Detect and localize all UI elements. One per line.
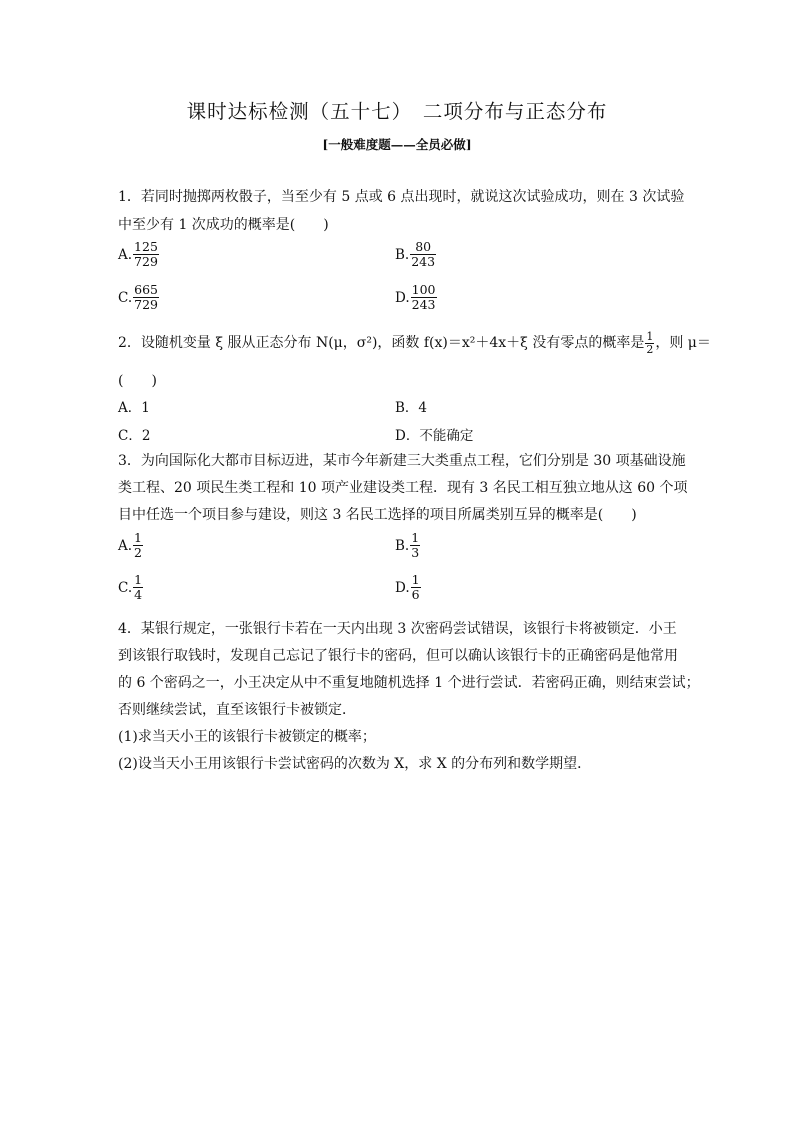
fraction xyxy=(133,240,159,270)
numerator: 100 xyxy=(411,282,436,297)
q3-option-d xyxy=(395,573,421,603)
q1-option-b xyxy=(395,240,436,270)
q4-part-1: (1)求当天小王的该银行卡被锁定的概率； xyxy=(118,729,376,745)
q1-option-c xyxy=(118,283,159,313)
fraction xyxy=(133,573,143,603)
option-label: D. xyxy=(395,289,410,306)
q4-line-2: 到该银行取钱时，发现自己忘记了银行卡的密码，但可以确认该银行卡的正确密码是他常用 xyxy=(118,648,678,664)
q2-fraction xyxy=(645,331,654,355)
q2-option-a: A．1 xyxy=(118,400,150,416)
option-label: D. xyxy=(395,579,410,596)
page-title: 课时达标检测（五十七） 二项分布与正态分布 xyxy=(186,100,608,123)
q1-line-2: 中至少有 1 次成功的概率是( ) xyxy=(118,217,329,233)
fraction xyxy=(410,240,436,270)
denominator: 729 xyxy=(134,254,158,270)
denominator: 243 xyxy=(411,297,436,313)
denominator: 3 xyxy=(411,545,420,561)
q4-line-1: 4．某银行规定，一张银行卡若在一天内出现 3 次密码尝试错误，该银行卡将被锁定．小王 xyxy=(118,621,677,637)
q2-text-pre: 2．设随机变量 ξ 服从正态分布 N(μ，σ²)，函数 f(x)＝x²＋4x＋ξ 没有零点的概率是 xyxy=(118,335,645,352)
q4-line-4: 否则继续尝试，直至该银行卡被锁定． xyxy=(118,702,356,718)
fraction xyxy=(133,283,159,313)
q3-line-3: 目中任选一个项目参与建设，则这 3 名民工选择的项目所属类别互异的概率是( ) xyxy=(118,507,637,523)
q1-line-1: 1．若同时抛掷两枚骰子，当至少有 5 点或 6 点出现时，就说这次试验成功，则在 3 次试验 xyxy=(118,189,685,205)
q2-line-2: ( ) xyxy=(118,373,157,389)
fraction xyxy=(133,531,143,561)
q3-line-2: 类工程、20 项民生类工程和 10 项产业建设类工程．现有 3 名民工相互独立地从这 60 个项 xyxy=(118,480,688,496)
q4-line-3: 的 6 个密码之一，小王决定从中不重复地随机选择 1 个进行尝试．若密码正确，则结束尝试； xyxy=(118,675,700,691)
option-label: C. xyxy=(118,579,133,596)
q3-option-b xyxy=(395,531,420,561)
numerator: 1 xyxy=(411,530,420,545)
numerator: 1 xyxy=(134,572,143,587)
numerator: 80 xyxy=(410,240,436,255)
q3-option-c xyxy=(118,573,143,603)
q2-option-c: C．2 xyxy=(118,428,151,444)
numerator: 1 xyxy=(646,330,654,343)
numerator: 125 xyxy=(134,239,158,254)
q2-option-b: B．4 xyxy=(395,400,428,416)
q2-option-d: D．不能确定 xyxy=(395,428,474,444)
fraction xyxy=(411,573,421,603)
option-label: B. xyxy=(395,537,410,554)
q2-line-1 xyxy=(118,331,711,355)
section-subtitle: [一般难度题——全员必做] xyxy=(322,137,472,152)
q4-part-2: (2)设当天小王用该银行卡尝试密码的次数为 X，求 X 的分布列和数学期望． xyxy=(118,756,592,772)
denominator: 2 xyxy=(134,545,142,561)
denominator: 2 xyxy=(646,342,654,356)
option-label: B. xyxy=(395,246,410,263)
option-label: A. xyxy=(118,246,133,263)
option-label: C. xyxy=(118,289,133,306)
denominator: 4 xyxy=(134,587,143,603)
q3-option-a xyxy=(118,531,143,561)
q1-option-d xyxy=(395,283,437,313)
q2-text-post: ，则 μ＝ xyxy=(655,335,711,352)
fraction xyxy=(410,531,420,561)
denominator: 6 xyxy=(411,587,420,603)
numerator: 1 xyxy=(134,530,142,545)
q1-option-a xyxy=(118,240,159,270)
fraction xyxy=(411,283,437,313)
denominator: 243 xyxy=(411,254,436,270)
numerator: 1 xyxy=(411,572,420,587)
q3-line-1: 3．为向国际化大都市目标迈进，某市今年新建三大类重点工程，它们分别是 30 项基础设施 xyxy=(118,453,686,469)
numerator: 665 xyxy=(134,282,158,297)
denominator: 729 xyxy=(134,297,158,313)
option-label: A. xyxy=(118,537,133,554)
